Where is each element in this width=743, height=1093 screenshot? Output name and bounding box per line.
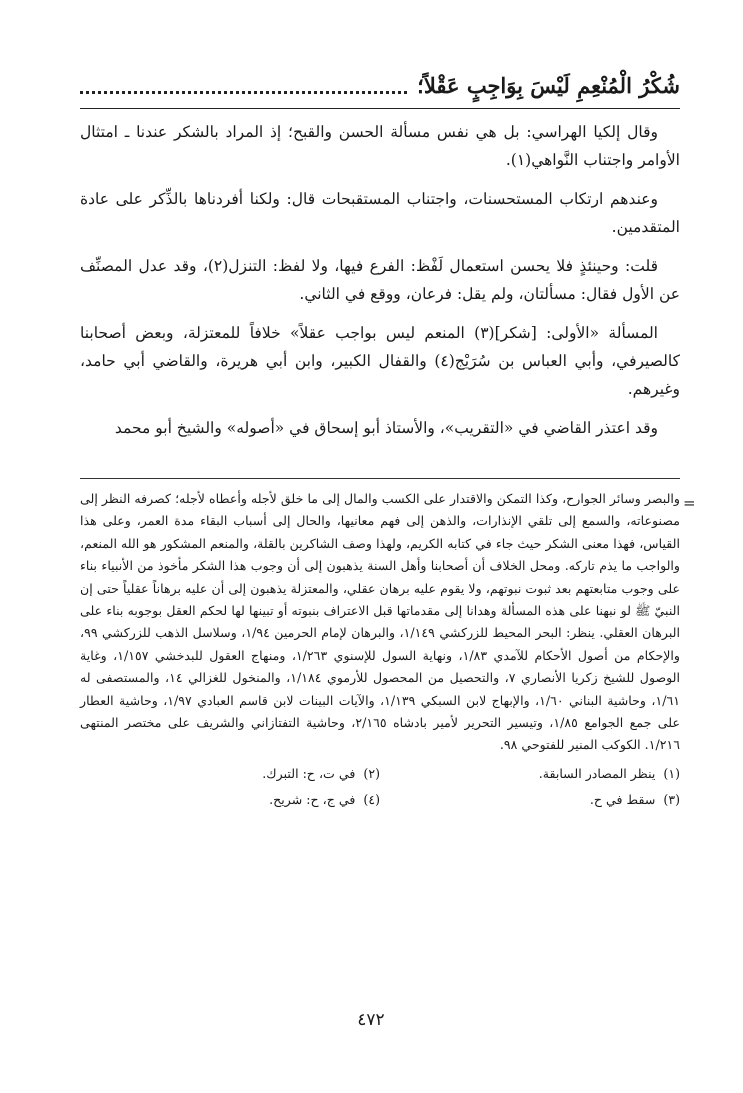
- footnote-continuation-mark: =: [683, 494, 696, 512]
- footnote-number: (١): [663, 765, 680, 781]
- footnote-item: [380, 789, 680, 811]
- running-header: [80, 58, 680, 98]
- footnote-text: في ت، ح: التبرك.: [262, 765, 356, 781]
- paragraph: المسألة «الأولى: [شكر](٣) المنعم ليس بواجب عقلاً» خلافاً للمعتزلة، وبعض أصحابنا كالصيرفي، وأبي العباس بن سُرَيْج(٤) والقفال الكبير، وابن أبي هريرة، والقاضي أبي حامد، وغيرهم.: [80, 324, 680, 398]
- footnote-continued-text: والبصر وسائر الجوارح، وكذا التمكن والاقتدار على الكسب والمال إلى ما خلق لأجله وأعطاه لأجله؛ كصرفه النظر إلى مصنوعاته، والسمع إلى تلقي الإنذارات، والذهن إلى فهم معانيها، والحال إلى أسباب البقاء مدة العمر، وعلى هذا القياس، فهذا معنى الشكر حيث جاء في كتابه الكريم، ولهذا وصف الشاكرين بالقلة، والمنعم المشكور هو الله المنعم، والواجب ما يذم تاركه. ومحل الخلاف أن أصحابنا وأهل السنة يذهبون إلى أن وجوب هذا الشكر مأخوذ من الأنبياء بناء على وجوب متابعتهم بعد ثبوت نبوتهم، ولا يقوم عليه برهان عقلي، والمعتزلة يذهبون إلى أن عليه برهاناً عقلياً حتى إن النبيّ ﷺ لو نبهنا على هذه المسألة وهدانا إلى مقدماتها قبل الاعتراف بنبوته أو تبينها لها لحكم العقل بوجوبه بناء على البرهان العقلي. ينظر: البحر المحيط للزركشي ١/١٤٩، والبرهان لإمام الحرمين ١/٩٤، وسلاسل الذهب للزركشي ٩٩، والإحكام من أصول الأحكام للآمدي ١/٨٣، ونهاية السول للإسنوي ١/٢٦٣، ومنهاج العقول للبدخشي ١/١٥٧، وغاية الوصول للشيخ زكريا الأنصاري ٧، والتحصيل من المحصول للأرموي ١/١٨٤، والمنخول للغزالي ١٤، والمستصفى له ١/٦١، وحاشية البناني ١/٦٠، والإبهاج لابن السبكي ١/١٣٩، والآيات البينات لابن قاسم العبادي ١/٩٧، وحاشية العطار على جمع الجوامع ١/٨٥، وتيسير التحرير لأمير بادشاه ٢/١٦٥، وحاشية التفتازاني والشريف على مختصر المنتهى ١/٢١٦. الكوكب المنير للفتوحي ٩٨.: [80, 491, 680, 753]
- footnote-text: في ج، ح: شريح.: [269, 792, 356, 808]
- footnote-text: سقط في ح.: [589, 792, 656, 808]
- paragraph: وقد اعتذر القاضي في «التقريب»، والأستاذ أبو إسحاق في «أصوله» والشيخ أبو محمد: [114, 419, 658, 437]
- paragraph: وعندهم ارتكاب المستحسنات، واجتناب المستقبحات قال: ولكنا أفردناها بالذِّكر على عادة المتقدمين.: [80, 190, 680, 236]
- footnote-list: [80, 763, 680, 812]
- paragraph: قلت: وحينئذٍ فلا يحسن استعمال لَفْظ: الفرع فيها، ولا لفظ: التنزل(٢)، وقد عدل المصنِّف عن الأول فقال: مسألتان، ولم يقل: فرعان، ووقع في الثاني.: [80, 257, 680, 303]
- footnote-text: ينظر المصادر السابقة.: [538, 765, 656, 781]
- header-rule: [80, 108, 680, 109]
- footnote-separator: [80, 478, 680, 479]
- main-text: [80, 118, 680, 453]
- footnote-number: (٤): [363, 792, 380, 808]
- footnote-item: [380, 763, 680, 785]
- paragraph: وقال إلكيا الهراسي: بل هي نفس مسألة الحسن والقبح؛ إذ المراد بالشكر عندنا ـ امتثال الأوامر واجتناب النَّواهي(١).: [80, 123, 680, 169]
- header-title: شُكْرُ الْمُنْعِمِ لَيْسَ بِوَاجِبٍ عَقْلاً؛: [417, 73, 680, 98]
- footnotes-section: [80, 488, 680, 812]
- footnote-number: (٢): [363, 765, 380, 781]
- footnote-item: [80, 763, 380, 785]
- header-dotted-leader: [80, 90, 407, 94]
- footnote-number: (٣): [663, 792, 680, 808]
- page-number: ٤٧٢: [357, 1010, 385, 1030]
- footnote-item: [80, 789, 380, 811]
